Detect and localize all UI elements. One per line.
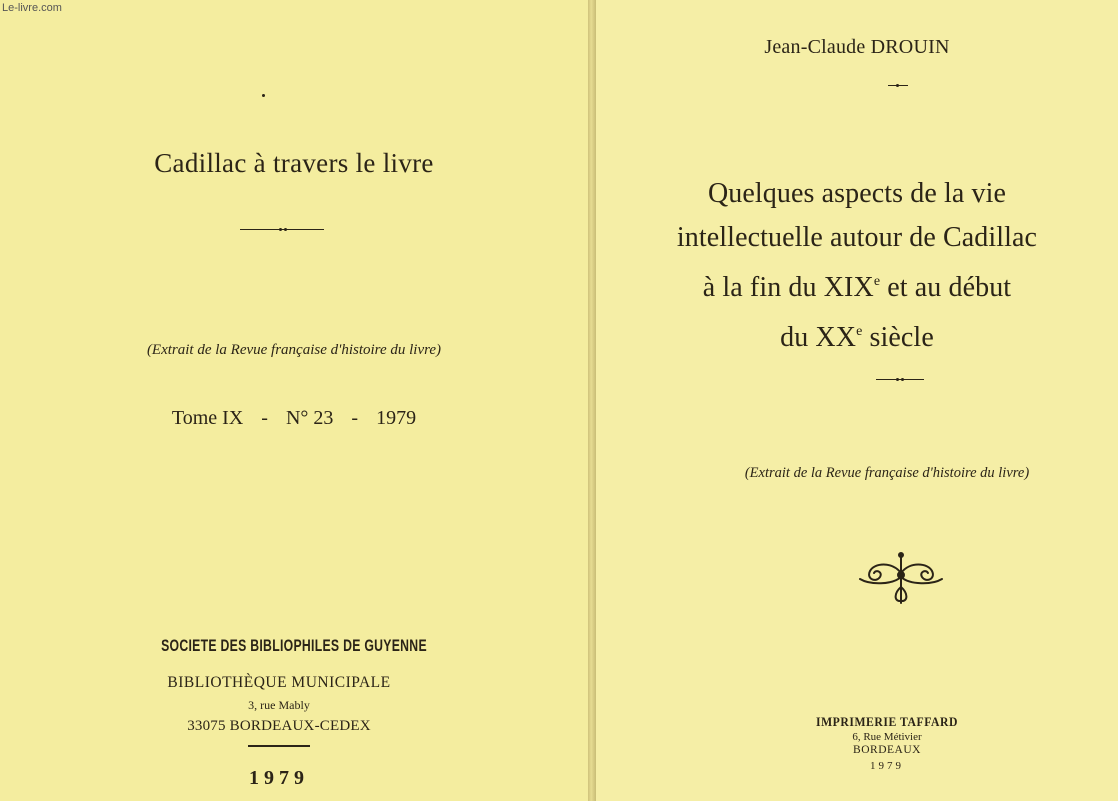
library-city: 33075 BORDEAUX-CEDEX [187, 718, 371, 734]
title-line: intellectuelle autour de Cadillac [676, 222, 1038, 253]
separator: - [351, 407, 359, 429]
right-page [596, 0, 1118, 801]
title-line: Quelques aspects de la vie [707, 178, 1007, 209]
right-page-title [596, 172, 1118, 360]
numero-label: N° 23 [285, 407, 334, 429]
library-street: 3, rue Mably [248, 698, 310, 712]
printer-name: IMPRIMERIE TAFFARD [815, 714, 959, 729]
issue-year: 1979 [376, 407, 417, 429]
fleuron-ornament-icon [856, 551, 946, 607]
library-name: BIBLIOTHÈQUE MUNICIPALE [167, 674, 391, 691]
title-line: du XXe siècle [780, 322, 934, 353]
author-name: Jean-Claude DROUIN [764, 36, 950, 58]
address-rule [248, 745, 310, 747]
separator: - [261, 407, 268, 429]
left-extract-note: (Extrait de la Revue française d'histoire du livre) [146, 342, 442, 358]
speck-dot [262, 94, 265, 97]
tome-label: Tome IX [171, 407, 244, 429]
watermark: Le-livre.com [2, 2, 62, 14]
issue-line [0, 407, 588, 430]
printer-year: 1979 [870, 760, 904, 772]
printer-city: BORDEAUX [853, 744, 921, 756]
book-gutter [588, 0, 596, 801]
title-line: à la fin du XIXe et au début [702, 272, 1012, 303]
publisher-name: SOCIETE DES BIBLIOPHILES DE GUYENNE [161, 636, 427, 655]
printer-street: 6, Rue Métivier [852, 731, 922, 743]
left-page-title: Cadillac à travers le livre [154, 148, 434, 178]
right-extract-note: (Extrait de la Revue française d'histoire du livre) [744, 465, 1030, 481]
left-page-year: 1979 [249, 767, 309, 789]
